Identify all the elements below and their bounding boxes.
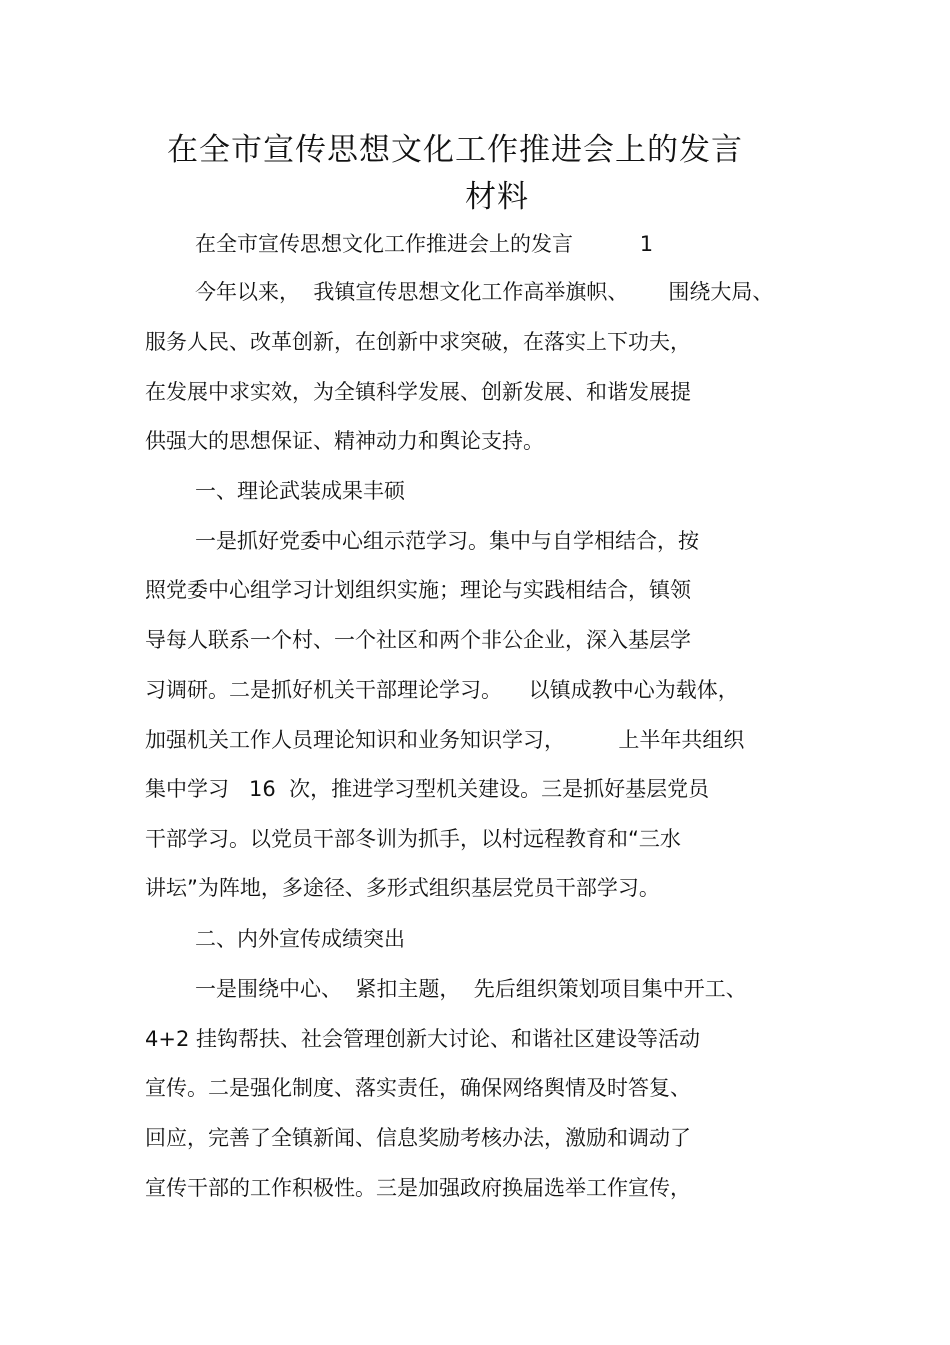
paragraph-line: 宣传干部的工作积极性。三是加强政府换届选举工作宣传，	[145, 1176, 691, 1200]
paragraph-line: 加强机关工作人员理论知识和业务知识学习， 上半年共组织	[145, 728, 745, 752]
paragraph-line: 供强大的思想保证、精神动力和舆论支持。	[145, 429, 544, 453]
paragraph-line: 回应，完善了全镇新闻、信息奖励考核办法，激励和调动了	[145, 1126, 691, 1150]
paragraph-line: 一是围绕中心、 紧扣主题， 先后组织策划项目集中开工、	[195, 977, 747, 1001]
section-heading: 一、理论武装成果丰硕	[195, 479, 405, 503]
paragraph-line: 在发展中求实效，为全镇科学发展、创新发展、和谐发展提	[145, 380, 691, 404]
paragraph-line: 服务人民、改革创新，在创新中求突破，在落实上下功夫，	[145, 330, 691, 354]
document-title-line2: 材料	[465, 179, 529, 215]
document-subtitle: 在全市宣传思想文化工作推进会上的发言 1	[195, 232, 654, 256]
paragraph-line: 今年以来， 我镇宣传思想文化工作高举旗帜、 围绕大局、	[195, 280, 774, 304]
paragraph-line: 干部学习。以党员干部冬训为抓手，以村远程教育和“三水	[145, 827, 681, 851]
paragraph-line: 导每人联系一个村、一个社区和两个非公企业，深入基层学	[145, 628, 691, 652]
paragraph-line: 4+2 挂钩帮扶、社会管理创新大讨论、和谐社区建设等活动	[145, 1027, 700, 1051]
paragraph-line: 讲坛”为阵地，多途径、多形式组织基层党员干部学习。	[145, 876, 660, 900]
paragraph-line: 集中学习 16 次，推进学习型机关建设。三是抓好基层党员	[145, 777, 710, 801]
section-heading: 二、内外宣传成绩突出	[195, 927, 405, 951]
paragraph-line: 一是抓好党委中心组示范学习。集中与自学相结合，按	[195, 529, 699, 553]
paragraph-line: 照党委中心组学习计划组织实施；理论与实践相结合，镇领	[145, 578, 691, 602]
document-title-line1: 在全市宣传思想文化工作推进会上的发言	[167, 132, 743, 168]
paragraph-line: 宣传。二是强化制度、落实责任，确保网络舆情及时答复、	[145, 1076, 691, 1100]
paragraph-line: 习调研。二是抓好机关干部理论学习。 以镇成教中心为载体，	[145, 678, 739, 702]
